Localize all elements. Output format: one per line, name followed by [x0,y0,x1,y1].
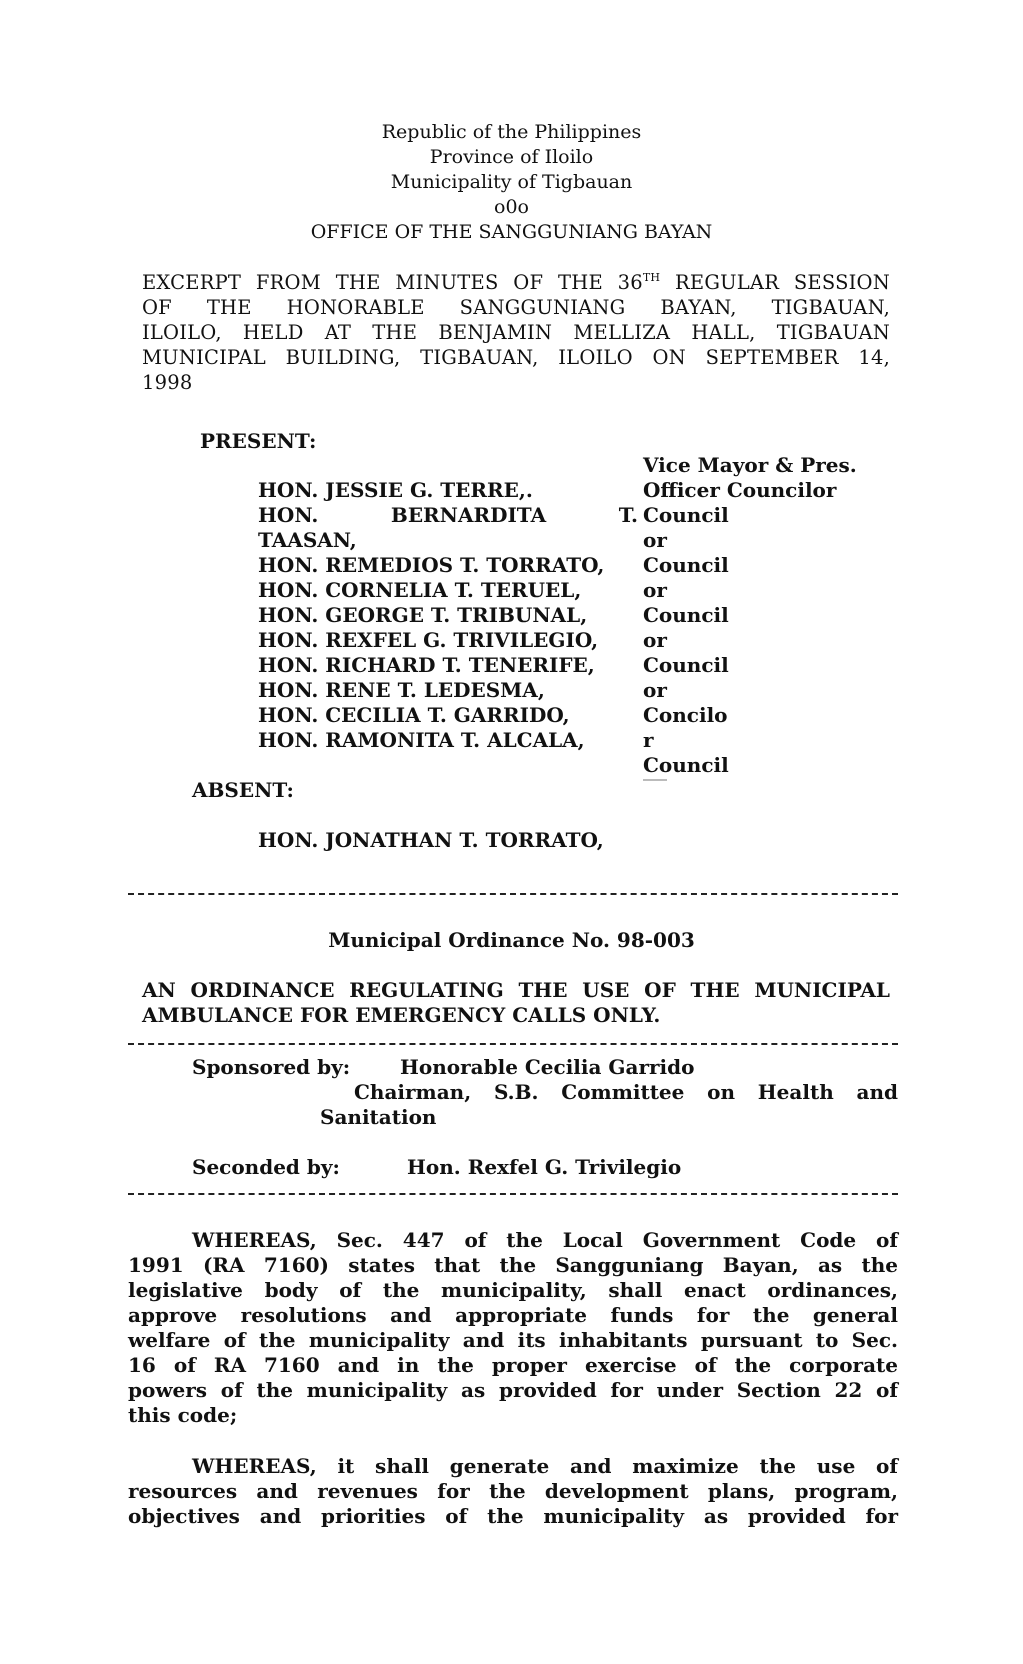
section-divider [128,1193,898,1195]
seconder-name: Hon. Rexfel G. Trivilegio [407,1155,682,1179]
member-name: HON. GEORGE T. TRIBUNAL, [258,603,588,627]
member-role: Council [643,603,729,627]
member-name: HON. JESSIE G. TERRE,. [258,478,533,502]
excerpt-paragraph [142,270,890,395]
sponsor-name: Honorable Cecilia Garrido [400,1055,695,1079]
member-role: Council [643,653,729,677]
header-province: Province of Iloilo [429,146,594,168]
member-name: HON. RENE T. LEDESMA, [258,678,545,702]
member-role: Council [643,553,729,577]
member-role: r [643,728,654,752]
member-name: HON. CECILIA T. GARRIDO, [258,703,570,727]
whereas-paragraph-2: WHEREAS, it shall generate and maximize the use of resources and revenues for the development plans, program, objectives and priorities of the municipality as provided for [128,1454,898,1528]
ordinance-description: AN ORDINANCE REGULATING THE USE OF THE MUNICIPAL AMBULANCE FOR EMERGENCY CALLS ONLY. [142,978,890,1027]
member-name: HON. RICHARD T. TENERIFE, [258,653,595,677]
member-role: or [643,528,667,552]
member-role: Council [643,753,729,777]
member-name: HON. REXFEL G. TRIVILEGIO, [258,628,599,652]
sponsored-label: Sponsored by: [192,1055,351,1079]
member-name: HON. RAMONITA T. ALCALA, [258,728,585,752]
header-republic: Republic of the Philippines [381,121,642,143]
member-role: Vice Mayor & Pres. [643,453,857,477]
member-role: Concilo [643,703,728,727]
excerpt-line: ILOILO, HELD AT THE BENJAMIN MELLIZA HALL, TIGBAUAN [142,321,890,344]
member-role: Council [643,503,729,527]
header-municipality: Municipality of Tigbauan [390,171,633,193]
header-separator: o0o [494,196,529,218]
clipped-text-remnant [643,779,667,781]
sponsor-title: Chairman, S.B. Committee on Health and [354,1080,898,1104]
excerpt-line: OF THE HONORABLE SANGGUNIANG BAYAN, TIGBAUAN, [142,296,890,319]
member-name: HON. REMEDIOS T. TORRATO, [258,553,605,577]
absent-member-name: HON. JONATHAN T. TORRATO, [258,828,604,852]
member-role: or [643,578,667,602]
member-role: Officer Councilor [643,478,837,502]
member-role: or [643,678,667,702]
ordinal-suffix: TH [642,271,661,284]
member-name: HON. CORNELIA T. TERUEL, [258,578,582,602]
section-divider [128,893,898,895]
excerpt-line: EXCERPT FROM THE MINUTES OF THE 36TH REGULAR SESSION [142,271,890,294]
section-divider [128,1043,898,1045]
excerpt-line: 1998 [142,371,193,394]
whereas-paragraph-1: WHEREAS, Sec. 447 of the Local Government Code of 1991 (RA 7160) states that the Sangguniang Bayan, as the legislative body of the municipality, shall enact ordinances, approve resolutions and appropriate funds for the general welfare of the municipality and its inhabitants pursuant to Sec. 16 of RA 7160 and in the proper exercise of the corporate powers of the municipality as provided for under Section 22 of this code; [128,1228,898,1427]
absent-label: ABSENT: [192,778,294,802]
sponsor-title-continued: Sanitation [320,1105,437,1129]
present-label: PRESENT: [200,429,317,453]
header-office: OFFICE OF THE SANGGUNIANG BAYAN [310,221,713,243]
member-name: HON. BERNARDITA T. [258,503,638,527]
ordinance-title: Municipal Ordinance No. 98-003 [328,928,695,952]
excerpt-line: MUNICIPAL BUILDING, TIGBAUAN, ILOILO ON SEPTEMBER 14, [142,346,890,369]
seconded-label: Seconded by: [192,1155,340,1179]
member-name: TAASAN, [258,528,357,552]
member-role: or [643,628,667,652]
